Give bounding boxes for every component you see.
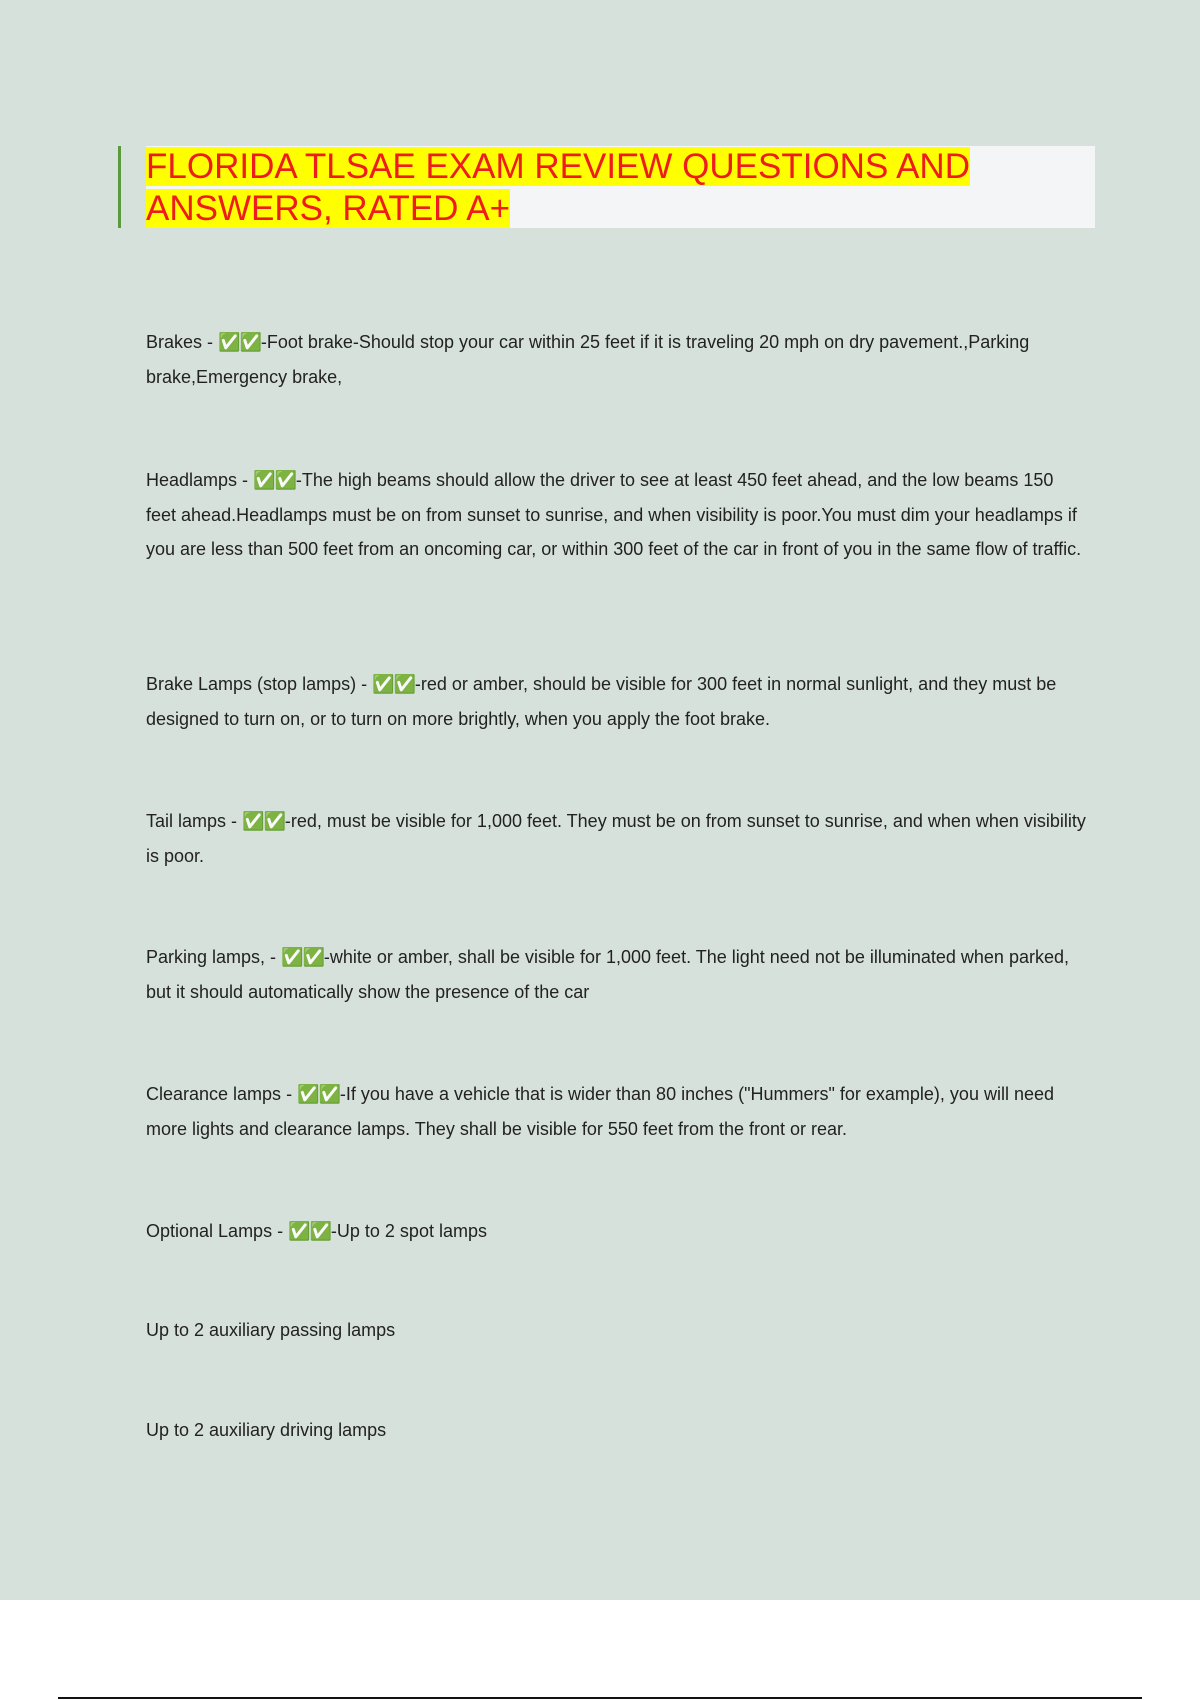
title-box (146, 146, 1095, 228)
entry-term: Optional Lamps - (146, 1221, 289, 1241)
entry-optional-lamps (146, 1214, 1086, 1249)
check-marks-icon: ✅✅ (281, 947, 324, 967)
entry-answer: -Up to 2 spot lamps (330, 1221, 487, 1241)
check-marks-icon: ✅✅ (288, 1221, 331, 1241)
entry-passing-lamps: Up to 2 auxiliary passing lamps (146, 1320, 396, 1340)
entry-parking-lamps (146, 940, 1086, 1009)
entry-term: Clearance lamps - (146, 1084, 298, 1104)
check-marks-icon: ✅✅ (242, 811, 285, 831)
entry-term: Brakes - (146, 332, 219, 352)
entry-term: Parking lamps, - (146, 947, 282, 967)
entry-term: Headlamps - (146, 470, 254, 490)
entry-answer: -white or amber, shall be visible for 1,000 feet. The light need not be illuminated when parked, but it should automatically show the presence of the car (146, 947, 1069, 1002)
entry-driving-lamps: Up to 2 auxiliary driving lamps (146, 1420, 387, 1440)
title-line-1: FLORIDA TLSAE EXAM REVIEW QUESTIONS AND (146, 147, 970, 186)
entry-answer: -red, must be visible for 1,000 feet. They must be on from sunset to sunrise, and when when visibility is poor. (146, 811, 1086, 866)
check-marks-icon: ✅✅ (297, 1084, 340, 1104)
check-marks-icon: ✅✅ (218, 332, 261, 352)
entry-term: Brake Lamps (stop lamps) - (146, 674, 373, 694)
entry-answer: -If you have a vehicle that is wider than 80 inches ("Hummers" for example), you will need more lights and clearance lamps. They shall be visible for 550 feet from the front or rear. (146, 1084, 1054, 1139)
check-marks-icon: ✅✅ (253, 470, 296, 490)
entry-brakes (146, 325, 1086, 394)
footer-divider (58, 1697, 1142, 1699)
title-line-2: ANSWERS, RATED A+ (146, 189, 511, 228)
title-block (118, 146, 1095, 228)
check-marks-icon: ✅✅ (372, 674, 415, 694)
entry-answer: -The high beams should allow the driver to see at least 450 feet ahead, and the low beams 150 feet ahead.Headlamps must be on from sunset to sunrise, and when visibility is poor.You must dim your headlamps if you are less than 500 feet from an oncoming car, or within 300 feet of the car in front of you in the same flow of traffic. (146, 470, 1082, 559)
document-title (146, 146, 1095, 230)
entry-answer: -red or amber, should be visible for 300 feet in normal sunlight, and they must be designed to turn on, or to turn on more brightly, when you apply the foot brake. (146, 674, 1057, 729)
entry-brake-lamps (146, 667, 1086, 736)
entry-clearance-lamps (146, 1077, 1086, 1146)
entry-headlamps (146, 463, 1086, 567)
entry-answer: -Foot brake-Should stop your car within 25 feet if it is traveling 20 mph on dry pavement.,Parking brake,Emergency brake, (146, 332, 1030, 387)
entry-tail-lamps (146, 804, 1086, 873)
entry-term: Tail lamps - (146, 811, 243, 831)
